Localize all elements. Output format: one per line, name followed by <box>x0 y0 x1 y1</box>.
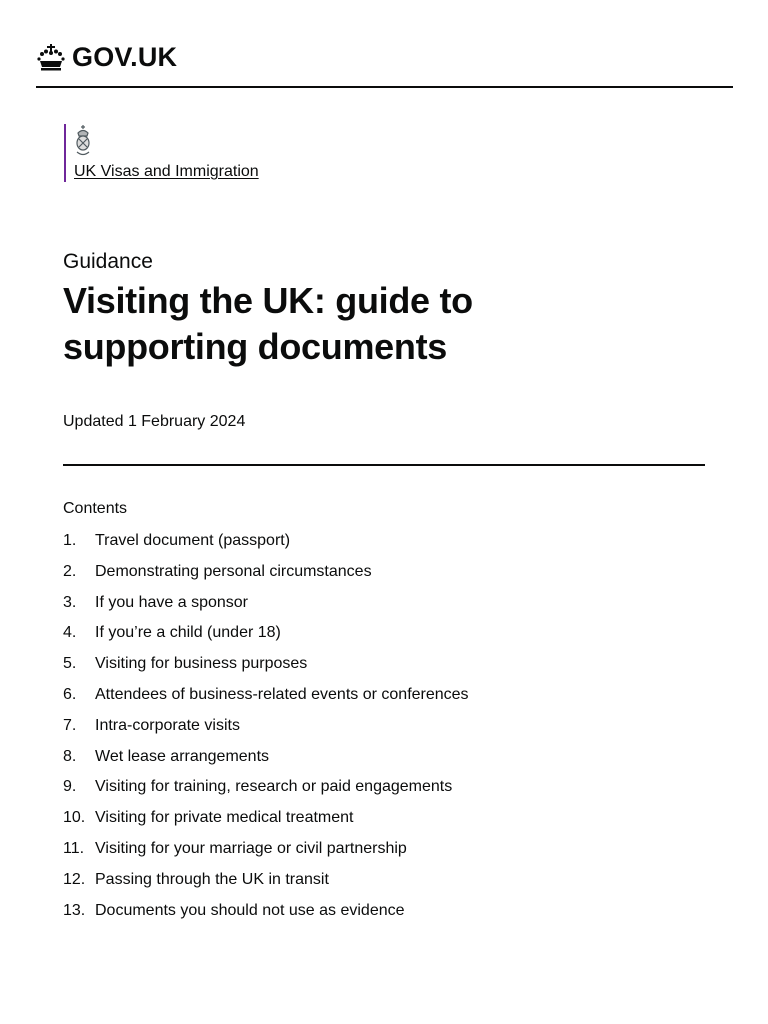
crown-icon <box>36 42 66 72</box>
contents-item[interactable] <box>63 593 469 624</box>
contents-item[interactable] <box>63 562 469 593</box>
contents-item[interactable] <box>63 870 469 901</box>
gov-header <box>36 40 733 88</box>
contents-item[interactable] <box>63 839 469 870</box>
organisation-link[interactable]: UK Visas and Immigration <box>74 163 259 180</box>
contents-item-number: 9. <box>63 778 77 796</box>
contents-item[interactable] <box>63 654 469 685</box>
contents-item-number: 13. <box>63 901 86 919</box>
contents-item[interactable] <box>63 685 469 716</box>
contents-item-label[interactable]: Travel document (passport) <box>95 532 291 549</box>
contents-item[interactable] <box>63 901 469 932</box>
contents-item[interactable] <box>63 808 469 839</box>
updated-date: Updated 1 February 2024 <box>63 413 246 430</box>
contents-item[interactable] <box>63 531 469 562</box>
contents-item-number: 10. <box>63 809 86 827</box>
contents-item-label[interactable]: Passing through the UK in transit <box>95 870 329 888</box>
contents-item-label[interactable]: Attendees of business-related events or conferences <box>95 685 469 703</box>
contents-item-number: 11. <box>63 839 85 857</box>
contents-item-number: 2. <box>63 562 77 580</box>
contents-item-label[interactable]: Visiting for training, research or paid engagements <box>95 778 453 796</box>
contents-item-label[interactable]: If you have a sponsor <box>95 593 248 611</box>
contents-list <box>63 531 469 931</box>
organisation-logo <box>64 124 259 182</box>
contents-item-label[interactable]: Wet lease arrangements <box>95 747 270 765</box>
contents-item[interactable] <box>63 747 469 778</box>
govuk-home-link[interactable] <box>36 42 177 72</box>
contents-item-number: 12. <box>63 870 86 888</box>
contents-item-label[interactable]: Visiting for business purposes <box>95 655 308 673</box>
contents-item-label[interactable]: If you’re a child (under 18) <box>95 624 281 642</box>
contents-item-label[interactable]: Documents you should not use as evidence <box>95 901 405 919</box>
contents-item-number: 7. <box>63 716 77 734</box>
section-divider <box>63 464 705 466</box>
contents-item-number: 5. <box>63 655 77 673</box>
contents-item-number: 4. <box>63 624 77 642</box>
contents-item-number: 3. <box>63 593 77 611</box>
page-title: Visiting the UK: guide to supporting documents <box>63 280 473 367</box>
contents-item[interactable] <box>63 716 469 747</box>
govuk-logotype: GOV.UK <box>72 42 178 72</box>
contents-item-number: 8. <box>63 747 77 765</box>
contents-item-label[interactable]: Demonstrating personal circumstances <box>95 562 372 580</box>
contents-item[interactable] <box>63 777 469 808</box>
royal-crest-icon <box>74 124 92 158</box>
contents-item-label[interactable]: Visiting for your marriage or civil partnership <box>95 839 407 857</box>
contents-heading: Contents <box>63 500 128 517</box>
contents-item-label[interactable]: Intra-corporate visits <box>95 716 240 734</box>
contents-item-number: 6. <box>63 685 77 703</box>
contents-item[interactable] <box>63 623 469 654</box>
contents-item-number: 1. <box>63 532 77 549</box>
document-type: Guidance <box>63 250 153 273</box>
contents-item-label[interactable]: Visiting for private medical treatment <box>95 809 354 827</box>
